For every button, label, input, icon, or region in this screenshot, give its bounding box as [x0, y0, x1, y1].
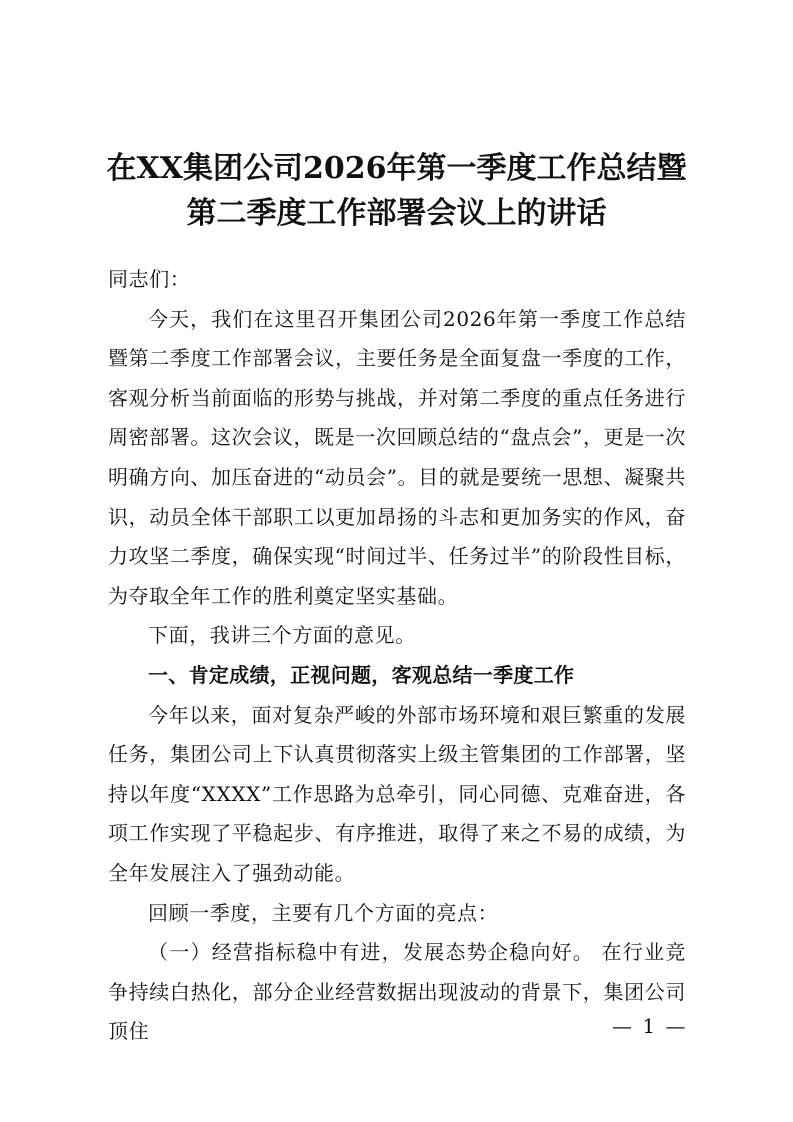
document-body: [108, 260, 686, 1052]
subsection-1-text: 在行业竞争持续白热化，部分企业经营数据出现波动的背景下，集团公司顶住: [108, 940, 686, 1044]
paragraph-outline: 下面，我讲三个方面的意见。: [148, 623, 416, 648]
page-number: — 1 —: [612, 1014, 688, 1038]
subsection-1-heading: （一）经营指标稳中有进，发展态势企稳向好。: [148, 940, 595, 965]
document-title: [60, 146, 733, 236]
section-heading-1: 一、肯定成绩，正视问题，客观总结一季度工作: [148, 662, 575, 687]
paragraph-review: 今年以来，面对复杂严峻的外部市场环境和艰巨繁重的发展任务，集团公司上下认真贯彻落实上级主管集团的工作部署，坚持以年度“XXXX”工作思路为总牵引，同心同德、克难奋进，各项工作实现了平稳起步、有序推进，取得了来之不易的成绩，为全年发展注入了强劲动能。: [108, 702, 686, 885]
paragraph-intro: 今天，我们在这里召开集团公司2026年第一季度工作总结暨第二季度工作部署会议，主要任务是全面复盘一季度的工作，客观分析当前面临的形势与挑战，并对第二季度的重点任务进行周密部署。这次会议，既是一次回顾总结的“盘点会”，更是一次明确方向、加压奋进的“动员会”。目的就是要统一思想、凝聚共识，动员全体干部职工以更加昂扬的斗志和更加务实的作风，奋力攻坚二季度，确保实现“时间过半、任务过半”的阶段性目标，为夺取全年工作的胜利奠定坚实基础。: [108, 306, 686, 608]
title-line-1: 在XX集团公司2026年第一季度工作总结暨: [106, 151, 687, 186]
paragraph-subsection-1: [108, 933, 686, 1052]
title-line-2: 第二季度工作部署会议上的讲话: [186, 196, 607, 231]
paragraph-highlights: 回顾一季度，主要有几个方面的亮点：: [148, 900, 499, 925]
salutation: 同志们：: [108, 267, 191, 291]
